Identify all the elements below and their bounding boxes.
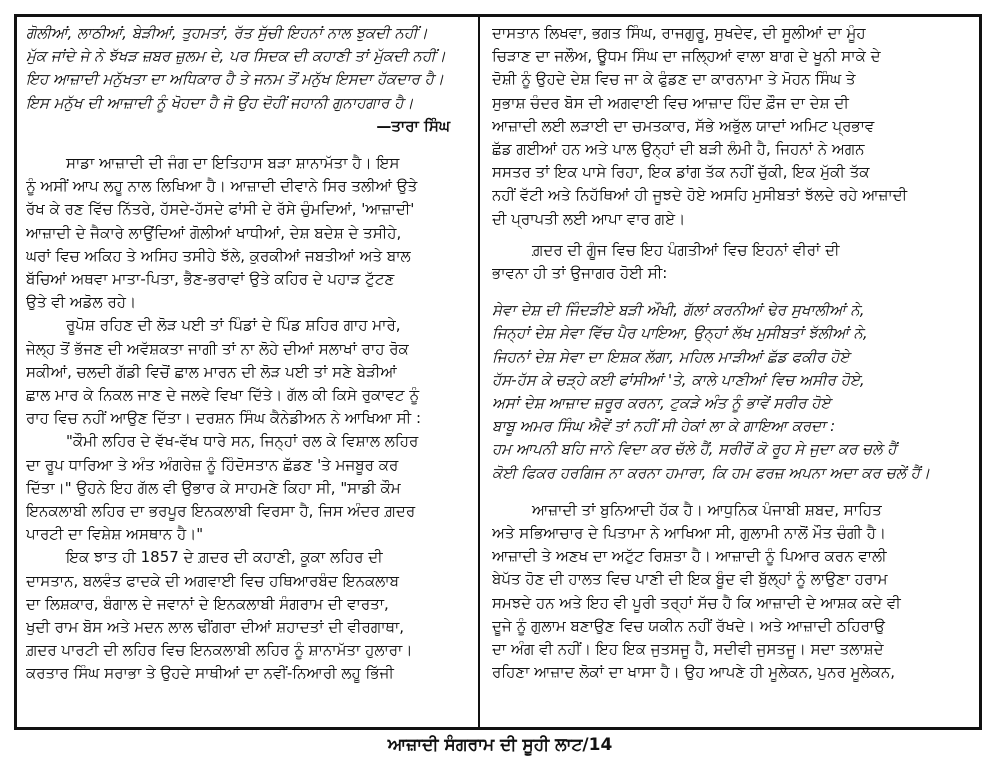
poem-line: ਸੇਵਾ ਦੇਸ਼ ਦੀ ਜਿੰਦੜੀਏ ਬੜੀ ਔਖੀ, ਗੱਲਾਂ ਕਰਨੀਆਂ ਢੇਰ ਸੁਖਾਲੀਆਂ ਨੇ, xyxy=(492,301,865,320)
poem-line: ਜਿਨ੍ਹਾਂ ਦੇਸ਼ ਸੇਵਾ ਵਿੱਚ ਪੈਰ ਪਾਇਆ, ਉਨ੍ਹਾਂ ਲੱਖ ਮੁਸੀਬਤਾਂ ਝੱਲੀਆਂ ਨੇ, xyxy=(492,324,868,343)
body-line: ਨੂੰ ਅਸੀਂ ਆਪ ਲਹੂ ਨਾਲ ਲਿਖਿਆ ਹੈ। ਆਜ਼ਾਦੀ ਦੀਵਾਨੇ ਸਿਰ ਤਲੀਆਂ ਉਤੇ xyxy=(26,177,418,196)
body-line: ਰਾਹ ਵਿਚ ਨਹੀਂ ਆਉਣ ਦਿੱਤਾ। ਦਰਸ਼ਨ ਸਿੰਘ ਕੈਨੇਡੀਅਨ ਨੇ ਆਖਿਆ ਸੀ : xyxy=(26,409,422,428)
body-line: ਉਤੇ ਵੀ ਅਡੋਲ ਰਹੇ। xyxy=(26,293,137,312)
body-line: ਪਾਰਟੀ ਦਾ ਵਿਸ਼ੇਸ਼ ਅਸਥਾਨ ਹੈ।" xyxy=(26,525,204,544)
body-line: ਆਜ਼ਾਦੀ ਤੇ ਅਣਖ ਦਾ ਅਟੁੱਟ ਰਿਸ਼ਤਾ ਹੈ। ਆਜ਼ਾਦੀ ਨੂੰ ਪਿਆਰ ਕਰਨ ਵਾਲੀ xyxy=(492,547,887,566)
body-line: ਭਾਵਨਾ ਹੀ ਤਾਂ ਉਜਾਗਰ ਹੋਈ ਸੀ: xyxy=(492,264,668,283)
right-column xyxy=(492,22,970,722)
body-line: ਆਜ਼ਾਦੀ ਦੇ ਜੈਕਾਰੇ ਲਾਉਂਦਿਆਂ ਗੋਲੀਆਂ ਖਾਧੀਆਂ, ਦੇਸ਼ ਬਦੇਸ਼ ਦੇ ਤਸੀਹੇ, xyxy=(26,223,402,242)
body-line: ਦਾ ਅੰਗ ਵੀ ਨਹੀਂ। ਇਹ ਇਕ ਜੁਤਸਜੂ ਹੈ, ਸਦੀਵੀ ਜੁਸਤਜੂ। ਸਦਾ ਤਲਾਸ਼ਦੇ xyxy=(492,640,884,659)
body-line: ਛੱਡ ਗਈਆਂ ਹਨ ਅਤੇ ਪਾਲ ਉਨ੍ਹਾਂ ਦੀ ਬੜੀ ਲੰਮੀ ਹੈ, ਜਿਹਨਾਂ ਨੇ ਅਗਨ xyxy=(492,140,865,159)
body-line: ਸੁਭਾਸ਼ ਚੰਦਰ ਬੋਸ ਦੀ ਅਗਵਾਈ ਵਿਚ ਆਜ਼ਾਦ ਹਿੰਦ ਫ਼ੌਜ ਦਾ ਦੇਸ਼ ਦੀ xyxy=(492,93,849,112)
poem-line: ਅਸਾਂ ਦੇਸ਼ ਆਜ਼ਾਦ ਜ਼ਰੂਰ ਕਰਨਾ, ਟੁਕੜੇ ਅੰਤ ਨੂੰ ਭਾਵੇਂ ਸਰੀਰ ਹੋਏ xyxy=(492,394,831,413)
spacer xyxy=(492,231,970,239)
body-line: ਘਰਾਂ ਵਿਚ ਅਕਿਹ ਤੇ ਅਸਿਹ ਤਸੀਹੇ ਝੱਲੇ, ਕੁਰਕੀਆਂ ਜਬਤੀਆਂ ਅਤੇ ਬਾਲ xyxy=(26,246,411,265)
body-line: ਰੂਪੋਸ਼ ਰਹਿਣ ਦੀ ਲੋੜ ਪਈ ਤਾਂ ਪਿੰਡਾਂ ਦੇ ਪਿੰਡ ਸ਼ਹਿਰ ਗਾਹ ਮਾਰੇ, xyxy=(66,316,401,335)
body-line: ਰੱਖ ਕੇ ਰਣ ਵਿੱਚ ਨਿੱਤਰੇ, ਹੱਸਦੇ-ਹੱਸਦੇ ਫਾਂਸੀ ਦੇ ਰੱਸੇ ਚੁੰਮਦਿਆਂ, 'ਆਜ਼ਾਦੀ' xyxy=(26,200,415,219)
column-divider xyxy=(478,14,480,730)
body-line: ਇਨਕਲਾਬੀ ਲਹਿਰ ਦਾ ਭਰਪੂਰ ਇਨਕਲਾਬੀ ਵਿਰਸਾ ਹੈ, ਜਿਸ ਅੰਦਰ ਗ਼ਦਰ xyxy=(26,502,416,521)
poem-line: ਕੋਈ ਫਿਕਰ ਹਰਗਿਜ ਨਾ ਕਰਨਾ ਹਮਾਰਾ, ਕਿ ਹਮ ਫਰਜ਼ ਅਪਨਾ ਅਦਾ ਕਰ ਚਲੇਂ ਹੈਂ। xyxy=(492,463,930,482)
body-line: ਬੱਚਿਆਂ ਅਥਵਾ ਮਾਤਾ-ਪਿਤਾ, ਭੈਣ-ਭਰਾਵਾਂ ਉਤੇ ਕਹਿਰ ਦੇ ਪਹਾੜ ਟੁੱਟਣ xyxy=(26,270,395,289)
body-line: ਦੀ ਪ੍ਰਾਪਤੀ ਲਈ ਆਪਾ ਵਾਰ ਗਏ। xyxy=(492,209,686,228)
body-line: ਦੂਜੇ ਨੂੰ ਗੁਲਾਮ ਬਣਾਉਣ ਵਿਚ ਯਕੀਨ ਨਹੀਂ ਰੱਖਦੇ। ਅਤੇ ਆਜ਼ਾਦੀ ਠਹਿਰਾਉ xyxy=(492,616,885,635)
body-line: ਸਮਝਦੇ ਹਨ ਅਤੇ ਇਹ ਵੀ ਪੂਰੀ ਤਰ੍ਹਾਂ ਸੱਚ ਹੈ ਕਿ ਆਜ਼ਾਦੀ ਦੇ ਆਸ਼ਕ ਕਦੇ ਵੀ xyxy=(492,593,901,612)
body-line: ਦਾਸਤਾਨ, ਬਲਵੰਤ ਫਾਦਕੇ ਦੀ ਅਗਵਾਈ ਵਿਚ ਹਥਿਆਰਬੰਦ ਇਨਕਲਾਬ xyxy=(26,571,399,590)
body-line: ਕਰਤਾਰ ਸਿੰਘ ਸਰਾਭਾ ਤੇ ਉਹਦੇ ਸਾਥੀਆਂ ਦਾ ਨਵੀਂ-ਨਿਆਰੀ ਲਹੂ ਭਿੱਜੀ xyxy=(26,664,394,683)
body-line: ਸਸਤਰ ਤਾਂ ਇਕ ਪਾਸੇ ਰਿਹਾ, ਇਕ ਡਾਂਗ ਤੱਕ ਨਹੀਂ ਚੁੱਕੀ, ਇਕ ਮੁੱਕੀ ਤੱਕ xyxy=(492,163,870,182)
poem-line: ਮੁੱਕ ਜਾਂਦੇ ਜੇ ਨੇ ਝੱਖੜ ਜ਼ਬਰ ਜ਼ੁਲਮ ਦੇ, ਪਰ ਸਿਦਕ ਦੀ ਕਹਾਣੀ ਤਾਂ ਮੁੱਕਦੀ ਨਹੀਂ। xyxy=(26,47,446,66)
page-footer: ਆਜ਼ਾਦੀ ਸੰਗਰਾਮ ਦੀ ਸੂਹੀ ਲਾਟ/14 xyxy=(387,735,613,755)
body-line: ਗ਼ਦਰ ਪਾਰਟੀ ਦੀ ਲਹਿਰ ਵਿਚ ਇਨਕਲਾਬੀ ਲਹਿਰ ਨੂੰ ਸ਼ਾਨਾਮੱਤਾ ਹੁਲਾਰਾ। xyxy=(26,641,413,660)
left-column xyxy=(26,22,470,722)
body-line: ਛਾਲ ਮਾਰ ਕੇ ਨਿਕਲ ਜਾਣ ਦੇ ਜਲਵੇ ਵਿਖਾ ਦਿੱਤੇ। ਗੱਲ ਕੀ ਕਿਸੇ ਰੁਕਾਵਟ ਨੂੰ xyxy=(26,386,420,405)
body-line: ਦੋਸ਼ੀ ਨੂੰ ਉਹਦੇ ਦੇਸ਼ ਵਿਚ ਜਾ ਕੇ ਫੁੰਡਣ ਦਾ ਕਾਰਨਾਮਾ ਤੇ ਮੋਹਨ ਸਿੰਘ ਤੇ xyxy=(492,70,856,89)
poem-author: —ਤਾਰਾ ਸਿੰਘ xyxy=(376,116,450,135)
body-line: ਇਕ ਝਾਤ ਹੀ 1857 ਦੇ ਗ਼ਦਰ ਦੀ ਕਹਾਣੀ, ਕੂਕਾ ਲਹਿਰ ਦੀ xyxy=(66,548,383,567)
poem-line: ਜਿਹਨਾਂ ਦੇਸ਼ ਸੇਵਾ ਦਾ ਇਸ਼ਕ ਲੱਗਾ, ਮਹਿਲ ਮਾੜੀਆਂ ਛੱਡ ਫਕੀਰ ਹੋਏ xyxy=(492,347,850,366)
body-line: ਖੁਦੀ ਰਾਮ ਬੋਸ ਅਤੇ ਮਦਨ ਲਾਲ ਢੀਂਗਰਾ ਦੀਆਂ ਸ਼ਹਾਦਤਾਂ ਦੀ ਵੀਰਗਾਥਾ, xyxy=(26,618,405,637)
spacer xyxy=(492,285,970,299)
body-line: ਦਾ ਰੂਪ ਧਾਰਿਆ ਤੇ ਅੰਤ ਅੰਗਰੇਜ਼ ਨੂੰ ਹਿੰਦੋਸਤਾਨ ਛੱਡਣ 'ਤੇ ਮਜਬੂਰ ਕਰ xyxy=(26,455,399,474)
body-line: ਅਤੇ ਸਭਿਆਚਾਰ ਦੇ ਪਿਤਾਮਾ ਨੇ ਆਖਿਆ ਸੀ, ਗੁਲਾਮੀ ਨਾਲੋਂ ਮੌਤ ਚੰਗੀ ਹੈ। xyxy=(492,524,887,543)
body-line: ਦਾਸਤਾਨ ਲਿਖਵਾ, ਭਗਤ ਸਿੰਘ, ਰਾਜਗੁਰੂ, ਸੁਖਦੇਵ, ਦੀ ਸੂਲੀਆਂ ਦਾ ਮੂੰਹ xyxy=(492,24,866,42)
body-line: ਸਕੀਆਂ, ਚਲਦੀ ਗੱਡੀ ਵਿਚੋਂ ਛਾਲ ਮਾਰਨ ਦੀ ਲੋੜ ਪਈ ਤਾਂ ਸਣੇ ਬੇੜੀਆਂ xyxy=(26,362,397,381)
body-line: ਜੇਲ੍ਹ ਤੋਂ ਭੱਜਣ ਦੀ ਅਵੱਸ਼ਕਤਾ ਜਾਗੀ ਤਾਂ ਨਾ ਲੋਹੇ ਦੀਆਂ ਸਲਾਖਾਂ ਰਾਹ ਰੋਕ xyxy=(26,339,409,358)
body-line: ਦਿੱਤਾ।" ਉਹਨੇ ਇਹ ਗੱਲ ਵੀ ਉਭਾਰ ਕੇ ਸਾਹਮਣੇ ਕਿਹਾ ਸੀ, "ਸਾਡੀ ਕੌਮ xyxy=(26,478,401,497)
body-line: ਬੇਪੱਤ ਹੋਣ ਦੀ ਹਾਲਤ ਵਿਚ ਪਾਣੀ ਦੀ ਇਕ ਬੂੰਦ ਵੀ ਬੁੱਲ੍ਹਾਂ ਨੂੰ ਲਾਉਣਾ ਹਰਾਮ xyxy=(492,570,888,589)
poem-line: ਬਾਬੂ ਅਮਰ ਸਿੰਘ ਐਵੇਂ ਤਾਂ ਨਹੀਂ ਸੀ ਹੇਕਾਂ ਲਾ ਕੇ ਗਾਇਆ ਕਰਦਾ : xyxy=(492,417,836,436)
body-line: ਨਹੀਂ ਵੱਟੀ ਅਤੇ ਨਿਹੱਥਿਆਂ ਹੀ ਜੂਝਦੇ ਹੋਏ ਅਸਹਿ ਮੁਸੀਬਤਾਂ ਝੱਲਦੇ ਰਹੇ ਆਜ਼ਾਦੀ xyxy=(492,186,908,205)
spacer xyxy=(492,485,970,499)
body-line: ਆਜ਼ਾਦੀ ਤਾਂ ਬੁਨਿਆਦੀ ਹੱਕ ਹੈ। ਆਧੁਨਿਕ ਪੰਜਾਬੀ ਸ਼ਬਦ, ਸਾਹਿਤ xyxy=(532,500,882,519)
poem-line: ਹੱਸ-ਹੱਸ ਕੇ ਚੜ੍ਹੇ ਕਈ ਫਾਂਸੀਆਂ 'ਤੇ, ਕਾਲੇ ਪਾਣੀਆਂ ਵਿਚ ਅਸੀਰ ਹੋਏ, xyxy=(492,370,865,389)
poem-line: ਇਹ ਆਜ਼ਾਦੀ ਮਨੁੱਖਤਾ ਦਾ ਅਧਿਕਾਰ ਹੈ ਤੇ ਜਨਮ ਤੋਂ ਮਨੁੱਖ ਇਸਦਾ ਹੱਕਦਾਰ ਹੈ। xyxy=(26,70,444,89)
body-line: ਚਿੜਾਣ ਦਾ ਜਲੌਅ, ਊਧਮ ਸਿੰਘ ਦਾ ਜਲ੍ਹਿਆਂ ਵਾਲਾ ਬਾਗ ਦੇ ਖੂਨੀ ਸਾਕੇ ਦੇ xyxy=(492,47,881,66)
spacer xyxy=(26,138,470,152)
body-line: ਗ਼ਦਰ ਦੀ ਗੂੰਜ ਵਿਚ ਇਹ ਪੰਗਤੀਆਂ ਵਿਚ ਇਹਨਾਂ ਵੀਰਾਂ ਦੀ xyxy=(532,240,840,259)
body-line: ਸਾਡਾ ਆਜ਼ਾਦੀ ਦੀ ਜੰਗ ਦਾ ਇਤਿਹਾਸ ਬੜਾ ਸ਼ਾਨਾਮੱਤਾ ਹੈ। ਇਸ xyxy=(66,154,400,173)
body-line: ਆਜ਼ਾਦੀ ਲਈ ਲੜਾਈ ਦਾ ਚਮਤਕਾਰ, ਸੱਭੇ ਅਭੁੱਲ ਯਾਦਾਂ ਅਮਿਟ ਪ੍ਰਭਾਵ xyxy=(492,116,875,135)
poem-line: ਗੋਲੀਆਂ, ਲਾਠੀਆਂ, ਬੇੜੀਆਂ, ਤੁਹਮਤਾਂ, ਰੱਤ ਸੁੱਚੀ ਇਹਨਾਂ ਨਾਲ ਝੁਕਦੀ ਨਹੀਂ। xyxy=(26,24,428,42)
body-line: ਰਹਿਣਾ ਆਜ਼ਾਦ ਲੋਕਾਂ ਦਾ ਖਾਸਾ ਹੈ। ਉਹ ਆਪਣੇ ਹੀ ਮੂਲੇਕਨ, ਪੁਨਰ ਮੂਲੇਕਨ, xyxy=(492,663,896,682)
body-line: "ਕੌਮੀ ਲਹਿਰ ਦੇ ਵੱਖ-ਵੱਖ ਧਾਰੇ ਸਨ, ਜਿਨ੍ਹਾਂ ਰਲ ਕੇ ਵਿਸ਼ਾਲ ਲਹਿਰ xyxy=(66,432,419,451)
poem-line: ਹਮ ਆਪਨੀ ਬਹਿ ਜਾਨੇ ਵਿਦਾ ਕਰ ਚੱਲੇ ਹੈਂ, ਸਰੀਰੋਂ ਕੋ ਰੂਹ ਸੇ ਜੁਦਾ ਕਰ ਚਲੇ ਹੈਂ xyxy=(492,440,897,459)
poem-line: ਇਸ ਮਨੁੱਖ ਦੀ ਆਜ਼ਾਦੀ ਨੂੰ ਖੋਹਦਾ ਹੈ ਜੋ ਉਹ ਦੋਹੀਂ ਜਹਾਨੀ ਗੁਨਾਹਗਾਰ ਹੈ। xyxy=(26,93,414,112)
body-line: ਦਾ ਲਿਸ਼ਕਾਰ, ਬੰਗਾਲ ਦੇ ਜਵਾਨਾਂ ਦੇ ਇਨਕਲਾਬੀ ਸੰਗਰਾਮ ਦੀ ਵਾਰਤਾ, xyxy=(26,594,389,613)
